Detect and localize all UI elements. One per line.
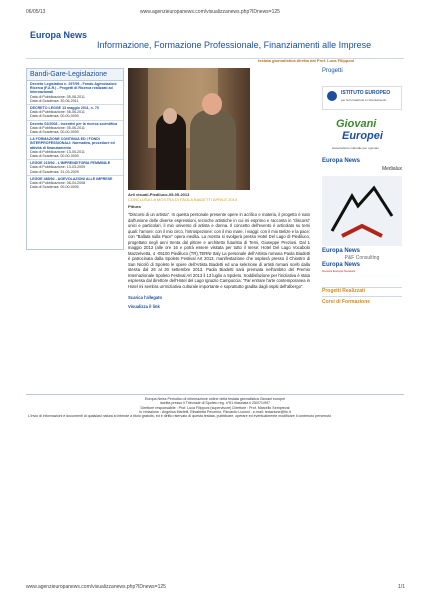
giovani-subtitle: Associazione culturale per i giovani	[332, 146, 379, 150]
sidebar-item-pub: Data di Pubblicazione: 13-03-2009	[30, 165, 86, 170]
projects-heading: Progetti	[322, 68, 343, 74]
sidebar-item-exp: Data di Scadenza: 31-03-2009	[30, 169, 79, 174]
europa-news-label-1[interactable]: Europa News	[322, 158, 361, 164]
sidebar-item[interactable]	[27, 121, 123, 137]
article-category: Pittura	[128, 204, 141, 209]
footer-line-4: In redazione : Angelica Martelli, Elisabetta Pecorino, Riccardo Lucioni - e-mail: redazione@tin.it	[139, 409, 291, 414]
right-column	[322, 68, 402, 305]
article-caption: Arti visuali-Piediluco-05-05-2013	[128, 192, 190, 197]
photo-face-man	[202, 93, 222, 115]
site-logo[interactable]: Europa News	[30, 30, 88, 40]
sidebar-item-title[interactable]: LEGGE 215/92 - L'IMPRENDITORIA FEMMINILE	[30, 161, 111, 166]
istituto-title: ISTITUTO EUROPEO	[341, 90, 391, 96]
footer-line-1: Europa News Periodico di informazione online della testata giornalistica Giovani europei	[144, 397, 286, 401]
sidebar-item-title[interactable]: DECRETO LEGGE 13 maggio 2011, n. 70	[30, 106, 99, 111]
article-photo	[128, 68, 250, 190]
istituto-logo-icon	[327, 91, 337, 101]
sidebar-item[interactable]	[27, 105, 123, 121]
sculpture-image	[322, 176, 402, 246]
sidebar-item[interactable]	[27, 160, 123, 176]
sidebar-item-pub: Data di Pubblicazione: 06-06-2011	[30, 110, 85, 115]
sidebar-item-exp: Data di Scadenza: 00-00-0000	[30, 154, 79, 159]
sidebar-title: Bandi-Gare-Legislazione	[27, 69, 123, 81]
istituto-subtitle: per la formazione e l'orientamento	[341, 98, 387, 102]
sidebar-item-title[interactable]: Decreto Legislativo n. 297/99 - Fondo Agevolazioni Ricerca (F.A.R.) - Progetti di Ricerca realizzati ad Internazionali	[30, 82, 117, 95]
sidebar-item-pub: Data di Pubblicazione: 08-04-2008	[30, 181, 86, 186]
sidebar-item[interactable]	[27, 136, 123, 160]
print-footer-url: www.agenzieuropanews.com/visualizzanews.php?IDnews=125	[26, 584, 166, 590]
sidebar-item[interactable]	[27, 81, 123, 105]
sidebar-item-exp: Data di Scadenza: 00-00-0000	[30, 114, 79, 119]
consulting-label[interactable]: P&F Consulting	[344, 255, 380, 261]
network-label[interactable]: Giovani Europei Network	[322, 269, 356, 273]
print-page-number: 1/1	[398, 584, 405, 590]
site-tagline: Informazione, Formazione Professionale, Finanziamenti alle Imprese	[97, 40, 372, 50]
sidebar-item-pub: Data di Pubblicazione: 13-05-2011	[30, 149, 85, 154]
photo-person-woman	[156, 113, 186, 190]
sidebar-bandi	[26, 68, 124, 250]
sidebar-item-exp: Data di Scadenza: 00-00-0000	[30, 185, 79, 190]
europa-news-label-3[interactable]: Europa News	[322, 262, 361, 268]
sidebar-item-title[interactable]: Decreto 02/2008 - Incentivi per la ricerca scientifica	[30, 121, 118, 126]
photo-person-man	[190, 110, 236, 190]
giovani-europei-banner[interactable]	[322, 116, 402, 156]
footer-line-2: iscritta presso il Tribunale di Spoleto reg. n°61 rilasciata il 25/07/1997	[160, 401, 270, 406]
giovani-title: Giovani	[336, 118, 377, 130]
sidebar-item-exp: Data di Scadenza: 00-00-0000	[30, 130, 79, 135]
site-subtitle: testata giornalistica diretta dal Prof. Luca Filipponi	[258, 58, 355, 63]
article-body	[128, 212, 310, 309]
view-link[interactable]: Visualizza il link	[128, 303, 160, 309]
medialux-image[interactable]	[322, 176, 402, 246]
sidebar-item-pub: Data di Pubblicazione: 05-08-2011	[30, 94, 85, 99]
sidebar-item-title[interactable]: LA FORMAZIONE CONTINUA ED I FONDI INTERPROFESSIONALI: Normativa, procedure ed attività di finanziamento	[30, 137, 115, 150]
print-date: 06/05/13	[26, 9, 46, 15]
progetti-realizzati-link[interactable]: Progetti Realizzati	[322, 288, 366, 294]
print-url: www.agenzieuropanews.com/visualizzanews.php?IDnews=125	[140, 9, 280, 15]
footer-line-5: L'invio di informazioni e documenti di qualsiasi natura si intende a titolo gratuito, ed è diritto riservato di questa testata, pubblicare, operare ed eventualmente modificare il contenuto pervenuto	[28, 414, 332, 419]
article-subcaption: CONCLUSA LA MOSTRA DI PAOLA BIADETTI APRILE 2013	[128, 197, 238, 202]
europa-news-label-2[interactable]: Europa News	[322, 248, 361, 254]
europei-title: Europei	[342, 130, 383, 142]
medialux-label[interactable]: Medialux	[381, 166, 402, 172]
sidebar-item-title[interactable]: LEGGE 488/92 - AGEVOLAZIONI ALLE IMPRESE	[30, 176, 113, 181]
sidebar-item-exp: Data di Scadenza: 30-06-2011	[30, 98, 79, 103]
photo-face-woman	[163, 108, 177, 124]
page-footer	[26, 394, 404, 433]
sidebar-item-pub: Data di Pubblicazione: 05-06-2011	[30, 125, 85, 130]
sidebar-item[interactable]	[27, 176, 123, 191]
download-attachment-link[interactable]: Scarica l'allegato	[128, 295, 163, 300]
article-text: "Discorsi di un artista". In questa personale presente opere in acrilico e materia, il progetto è nato dall'unione delle diverse espressioni, tecniche artistiche in cui mi esprimo e racconta in "discorsi" unici e particolari, il mio universo di artista e donna. Il concetto dell'evento è articolato su temi quali: l'amore: con il mio circo, l'introspezione: con il mio mare, i viaggi: con il mio Belize e la pace: con "Ballata sulla Pace" opera inedita. La mostra si svolgerà presso Hotel Del Lago di Piediluco, progettato negli anni trenta dal pittore e architetto futurista di Terni, Giuseppe Preziosi. Dal 1 maggio 2013 (alle ore 16 e potrà essere visitata per tutto il mese: Hotel Del Lago Vocabolo Mazzelvetta, 4 -05100 Piediluco (TR),TERNI Italy La personale dell'Artista romana Paola Biadetti è patrocinata dalla Spoleto Festival Art 2013, manifestazione che ospiterà presso il Chiostro di San Nicolò di Spoleto le opere dell'Artista Biadetti ed una selezione di artisti romani scelti dalla stessa dal 26 al 30 settembre 2013. Paola Biadetti sarà premiata nell'ambito del Premio Internazionale Spoleto Festival Art 2013 il 13 luglio a Spoleto. Soddisfazione per l'iniziativa è stata espressa dal direttore dell'Hotel del Lago Ignazio Campoccia: "Far entrare l'arte contemporanea in Hotel mi sembra un'iniziativa culturale importante e soprattutto gradita dagli ospiti dell'albergo".	[128, 212, 310, 289]
footer-line-3: Direttore responsabile : Prof. Luca Filipponi (supervisore) Direttore : Prof. Marcello Sempreval	[140, 405, 290, 410]
istituto-europeo-banner[interactable]	[322, 86, 402, 110]
corsi-formazione-link[interactable]: Corsi di Formazione	[322, 299, 371, 305]
